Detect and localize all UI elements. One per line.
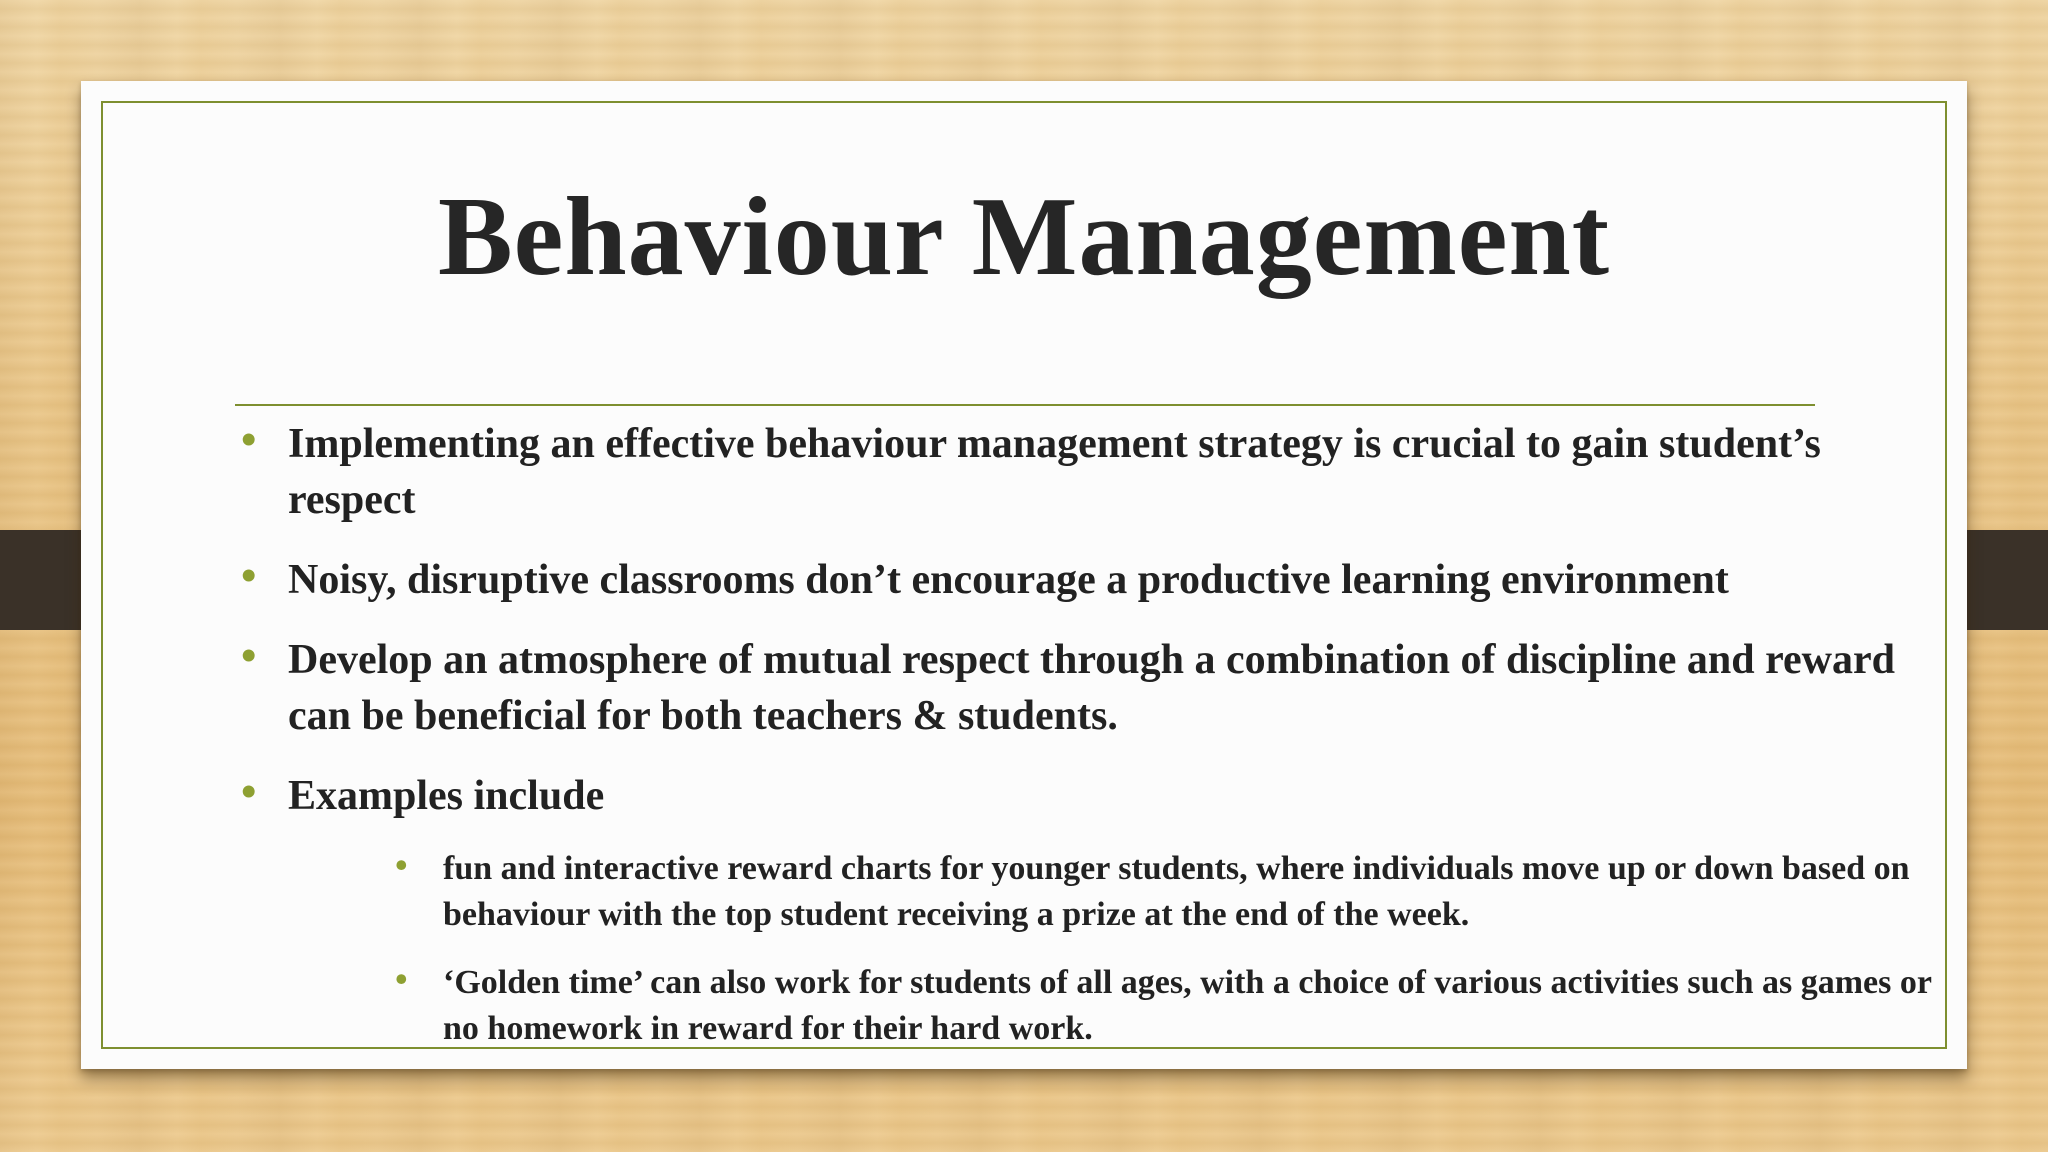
bullet-item [161, 632, 1941, 744]
bullet-text: Develop an atmosphere of mutual respect through a combination of discipline and reward can be beneficial for both teachers & students. [288, 637, 1895, 739]
title-divider [235, 404, 1815, 406]
slide-paper [81, 81, 1967, 1069]
bullet-dot-icon: • [241, 631, 257, 680]
bullet-text: Noisy, disruptive classrooms don’t encourage a productive learning environment [288, 557, 1729, 603]
slide-title: Behaviour Management [437, 175, 1611, 299]
bullet-list [161, 416, 1941, 1076]
sub-bullet-text: fun and interactive reward charts for younger students, where individuals move up or down based on behaviour with the top student receiving a prize at the end of the week. [443, 850, 1910, 933]
bullet-text: Implementing an effective behaviour management strategy is crucial to gain student’s respect [288, 421, 1821, 523]
bullet-dot-icon: • [241, 415, 257, 464]
sub-bullet-item [161, 960, 1941, 1052]
bullet-text: Examples include [288, 773, 605, 819]
sub-bullet-list [288, 846, 1941, 1052]
bullet-item [161, 552, 1941, 608]
sub-bullet-text: ‘Golden time’ can also work for students of all ages, with a choice of various activities such as games or no homework in reward for their hard work. [443, 964, 1932, 1047]
sub-bullet-dot-icon: • [395, 959, 408, 999]
sub-bullet-item [161, 846, 1941, 938]
bullet-item [161, 768, 1941, 1052]
bullet-item [161, 416, 1941, 528]
bullet-dot-icon: • [241, 767, 257, 816]
bullet-dot-icon: • [241, 551, 257, 600]
sub-bullet-dot-icon: • [395, 845, 408, 885]
